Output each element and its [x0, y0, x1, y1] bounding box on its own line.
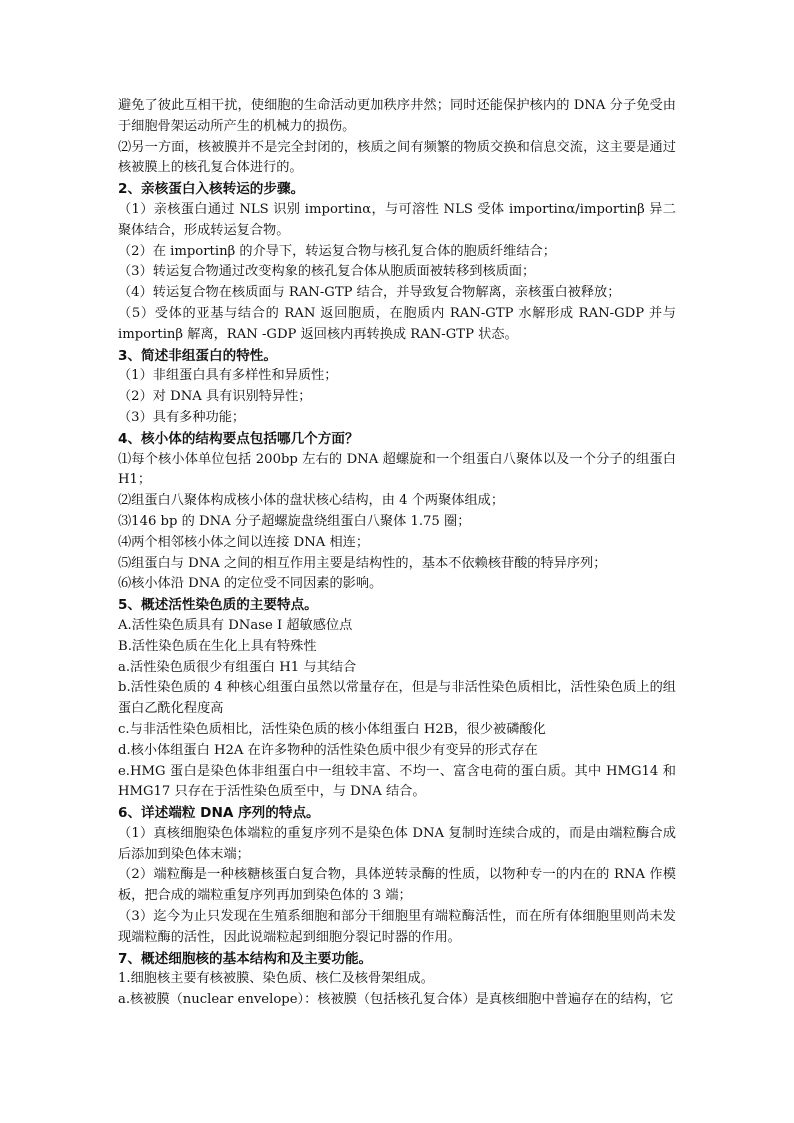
list-item: ⑸组蛋白与 DNA 之间的相互作用主要是结构性的，基本不依赖核苷酸的特异序列； [118, 555, 607, 571]
section-heading: 6、详述端粒 DNA 序列的特点。 [118, 805, 320, 822]
intro-paragraph: 避免了彼此互相干扰，使细胞的生命活动更加秩序井然；同时还能保护核内的 DNA 分子免受由于细胞骨架运动所产生的机械力的损伤。 [118, 98, 676, 134]
section-heading: 2、亲核蛋白入核转运的步骤。 [118, 181, 305, 198]
list-item: a.活性染色质很少有组蛋白 H1 与其结合 [118, 659, 357, 675]
list-item: A.活性染色质具有 DNase I 超敏感位点 [118, 617, 353, 633]
list-item: ⑶146 bp 的 DNA 分子超螺旋盘绕组蛋白八聚体 1.75 圈； [118, 513, 471, 529]
list-item: （2）在 importinβ 的介导下，转运复合物与核孔复合体的胞质纤维结合； [118, 243, 556, 259]
section-heading: 4、核小体的结构要点包括哪几个方面？ [118, 430, 359, 447]
list-item: （2）对 DNA 具有识别特异性； [118, 389, 312, 405]
list-item: c.与非活性染色质相比，活性染色质的核小体组蛋白 H2B，很少被磷酸化 [118, 721, 546, 737]
document-page [118, 96, 676, 1011]
list-item: d.核小体组蛋白 H2A 在许多物种的活性染色质中很少有变异的形式存在 [118, 742, 538, 758]
section-heading: 3、简述非组蛋白的特性。 [118, 347, 277, 364]
list-item: （5）受体的亚基与结合的 RAN 返回胞质，在胞质内 RAN-GTP 水解形成 RAN-GDP 并与 importinβ 解离，RAN -GDP 返回核内再转换成 RAN-GTP 状态。 [118, 305, 676, 342]
list-item: 1.细胞核主要有核被膜、染色质、核仁及核骨架组成。 [118, 971, 434, 987]
intro-paragraph: ⑵另一方面，核被膜并不是完全封闭的，核质之间有频繁的物质交换和信息交流，这主要是通过核被膜上的核孔复合体进行的。 [118, 139, 676, 176]
list-item: （1）真核细胞染色体端粒的重复序列不是染色体 DNA 复制时连续合成的，而是由端粒酶合成后添加到染色体末端； [118, 825, 676, 862]
list-item: a.核被膜（nuclear envelope）：核被膜（包括核孔复合体）是真核细胞中普遍存在的结构，它 [118, 992, 674, 1008]
list-item: b.活性染色质的 4 种核心组蛋白虽然以常量存在，但是与非活性染色质相比，活性染色质上的组蛋白乙酰化程度高 [118, 680, 676, 717]
list-item: ⑴每个核小体单位包括 200bp 左右的 DNA 超螺旋和一个组蛋白八聚体以及一个分子的组蛋白 H1； [118, 451, 676, 488]
list-item: （3）迄今为止只发现在生殖系细胞和部分干细胞里有端粒酶活性，而在所有体细胞里则尚未发现端粒酶的活性，因此说端粒起到细胞分裂记时器的作用。 [118, 909, 676, 945]
list-item: （2）端粒酶是一种核糖核蛋白复合物，具体逆转录酶的性质，以物种专一的内在的 RNA 作模板，把合成的端粒重复序列再加到染色体的 3 端； [118, 867, 676, 904]
list-item: ⑹核小体沿 DNA 的定位受不同因素的影响。 [118, 576, 383, 592]
list-item: ⑷两个相邻核小体之间以连接 DNA 相连； [118, 534, 370, 550]
list-item: （1）亲核蛋白通过 NLS 识别 importinα，与可溶性 NLS 受体 importinα/importinβ 异二聚体结合，形成转运复合物。 [118, 201, 676, 238]
list-item: （3）具有多种功能； [118, 409, 246, 425]
list-item: （1）非组蛋白具有多样性和异质性； [118, 368, 338, 384]
list-item: ⑵组蛋白八聚体构成核小体的盘状核心结构，由 4 个两聚体组成； [118, 493, 505, 509]
list-item: e.HMG 蛋白是染色体非组蛋白中一组较丰富、不均一、富含电荷的蛋白质。其中 HMG14 和 HMG17 只存在于活性染色质至中，与 DNA 结合。 [118, 763, 676, 800]
section-heading: 7、概述细胞核的基本结构和及主要功能。 [118, 950, 373, 967]
section-heading: 5、概述活性染色质的主要特点。 [118, 597, 318, 614]
list-item: B.活性染色质在生化上具有特殊性 [118, 638, 317, 654]
list-item: （4）转运复合物在核质面与 RAN-GTP 结合，并导致复合物解离，亲核蛋白被释放； [118, 285, 621, 301]
list-item: （3）转运复合物通过改变构象的核孔复合体从胞质面被转移到核质面； [118, 264, 536, 280]
